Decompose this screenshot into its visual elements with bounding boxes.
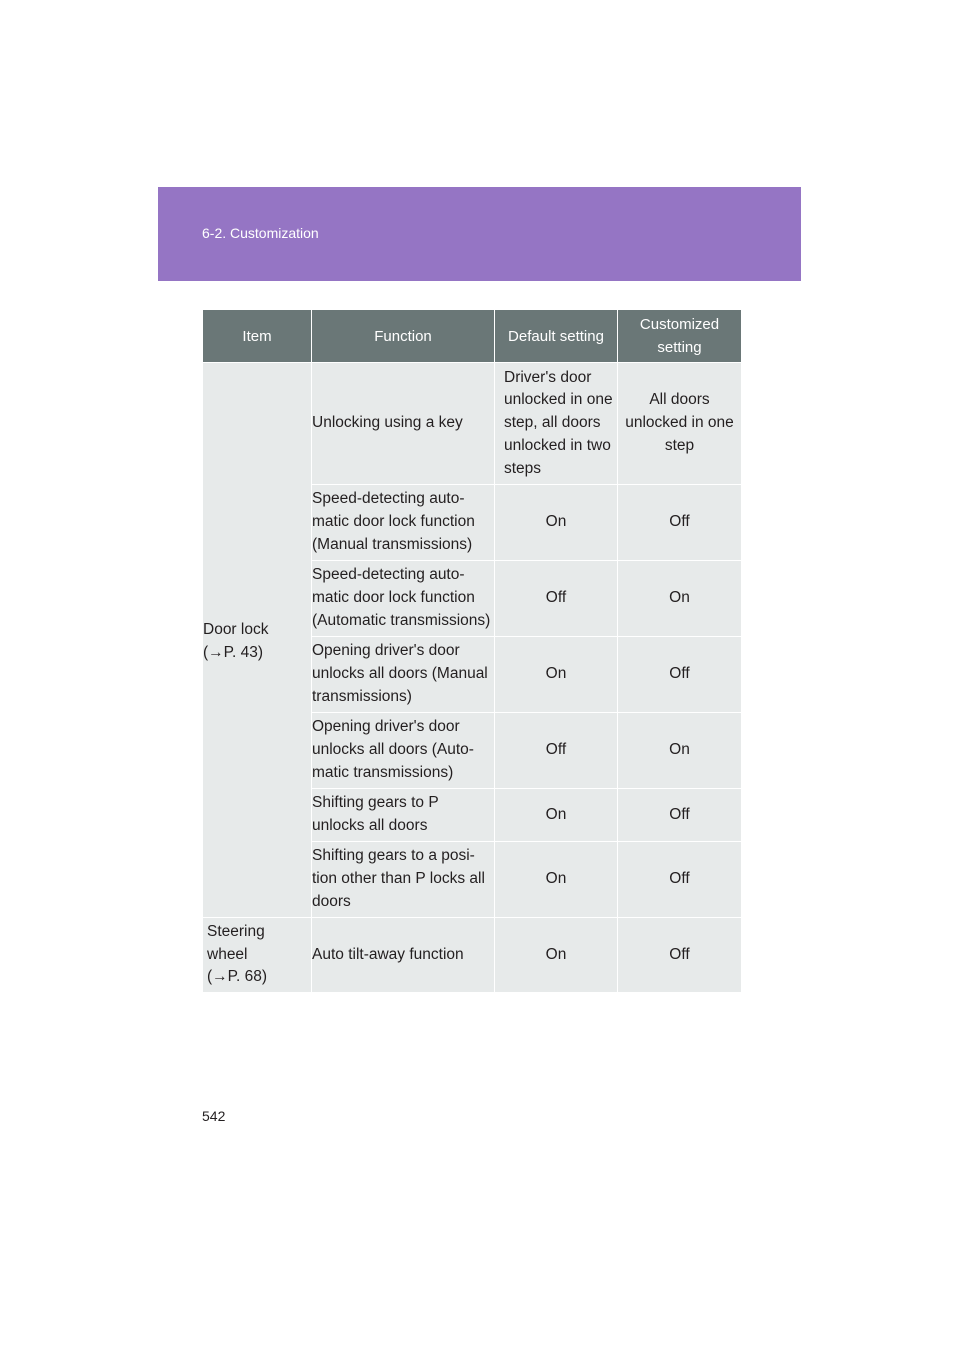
item-steering-wheel xyxy=(203,918,312,993)
default-setting-cell: Off xyxy=(495,713,618,789)
function-cell: Speed-detecting auto- matic door lock function (Manual transmissions) xyxy=(312,485,495,561)
function-cell: Opening driver's door unlocks all doors (Manual transmissions) xyxy=(312,637,495,713)
customized-setting-cell: Off xyxy=(618,637,742,713)
customized-setting-cell: All doors unlocked in one step xyxy=(618,363,742,485)
table-header-row xyxy=(203,310,742,363)
default-setting-cell: Off xyxy=(495,561,618,637)
table-row xyxy=(203,363,742,485)
customized-setting-cell: Off xyxy=(618,842,742,918)
default-setting-cell: On xyxy=(495,485,618,561)
column-header-item: Item xyxy=(203,310,312,363)
function-cell: Unlocking using a key xyxy=(312,363,495,485)
customized-setting-cell: Off xyxy=(618,789,742,842)
page-reference: (→P. 68) xyxy=(207,968,268,986)
customized-setting-cell: Off xyxy=(618,485,742,561)
default-setting-cell: On xyxy=(495,789,618,842)
table-row xyxy=(203,918,742,993)
item-label: Door lock xyxy=(203,621,269,639)
item-door-lock xyxy=(203,363,312,918)
item-label: Steering xyxy=(207,922,265,940)
function-cell: Opening driver's door unlocks all doors (Auto- matic transmissions) xyxy=(312,713,495,789)
page-reference: (→P. 43) xyxy=(203,644,264,661)
customized-setting-cell: On xyxy=(618,561,742,637)
customized-setting-cell: On xyxy=(618,713,742,789)
function-cell: Speed-detecting auto- matic door lock function (Automatic transmissions) xyxy=(312,561,495,637)
customized-setting-cell: Off xyxy=(618,918,742,993)
default-setting-cell: Driver's door unlocked in one step, all doors unlocked in two steps xyxy=(495,363,618,485)
default-setting-cell: On xyxy=(495,918,618,993)
page-number: 542 xyxy=(202,1108,226,1124)
item-label: wheel xyxy=(207,945,248,963)
default-setting-cell: On xyxy=(495,842,618,918)
function-cell: Auto tilt-away function xyxy=(312,918,495,993)
section-title: 6-2. Customization xyxy=(202,225,319,241)
default-setting-cell: On xyxy=(495,637,618,713)
function-cell: Shifting gears to P unlocks all doors xyxy=(312,789,495,842)
column-header-function: Function xyxy=(312,310,495,363)
column-header-default-setting: Default setting xyxy=(495,310,618,363)
function-cell: Shifting gears to a posi- tion other than P locks all doors xyxy=(312,842,495,918)
column-header-customized-setting: Customized setting xyxy=(618,310,742,363)
customization-table xyxy=(202,309,742,993)
section-header-band xyxy=(158,187,801,281)
